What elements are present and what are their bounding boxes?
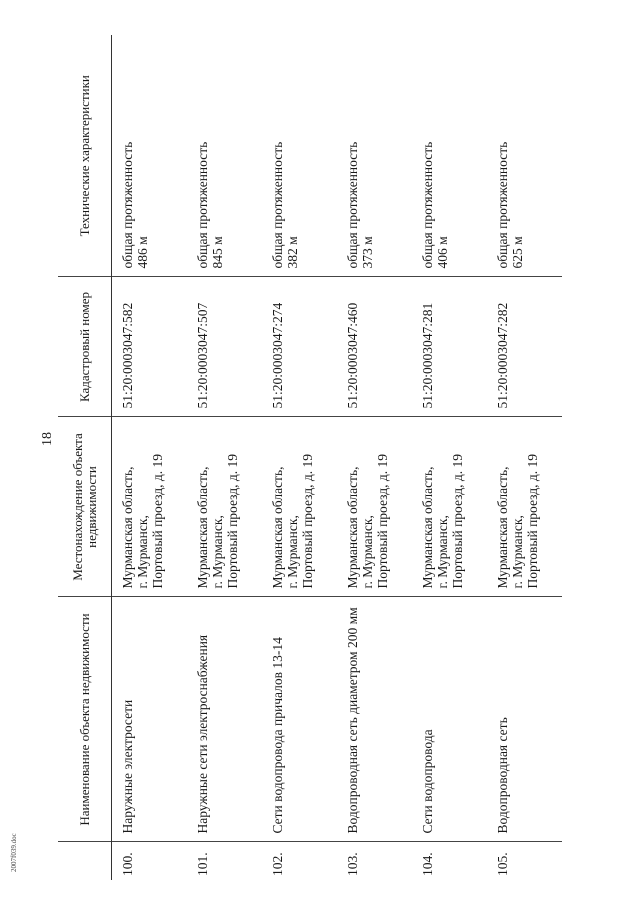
row-location: Мурманская область, г. Мурманск, Портовый проезд, д. 19	[337, 417, 412, 597]
row-location: Мурманская область, г. Мурманск, Портовый проезд, д. 19	[412, 417, 487, 597]
row-tech: общая протяженность 373 м	[337, 35, 412, 277]
row-name: Наружные электросети	[112, 597, 188, 842]
header-cadastral: Кадастровый номер	[58, 277, 112, 417]
row-tech: общая протяженность 486 м	[112, 35, 188, 277]
row-tech: общая протяженность 845 м	[187, 35, 262, 277]
row-location: Мурманская область, г. Мурманск, Портовый проезд, д. 19	[487, 417, 562, 597]
header-location: Местонахождение объекта недвижимости	[58, 417, 112, 597]
row-location: Мурманская область, г. Мурманск, Портовый проезд, д. 19	[187, 417, 262, 597]
row-cadastral: 51:20:0003047:582	[112, 277, 188, 417]
property-table	[58, 35, 562, 880]
header-number	[58, 842, 112, 880]
header-name: Наименование объекта недвижимости	[58, 597, 112, 842]
footer-filename: 2007f039.doc	[10, 833, 18, 872]
row-location: Мурманская область, г. Мурманск, Портовый проезд, д. 19	[112, 417, 188, 597]
row-name: Сети водопровода причалов 13-14	[262, 597, 337, 842]
table-row	[487, 35, 562, 880]
row-cadastral: 51:20:0003047:282	[487, 277, 562, 417]
table-row	[337, 35, 412, 880]
row-number: 103.	[345, 852, 360, 876]
row-number: 105.	[495, 852, 510, 876]
row-tech: общая протяженность 625 м	[487, 35, 562, 277]
property-table-container	[58, 35, 603, 880]
header-tech: Технические характеристики	[58, 35, 112, 277]
table-header-row	[58, 35, 112, 880]
row-number: 104.	[420, 852, 435, 876]
row-tech: общая протяженность 382 м	[262, 35, 337, 277]
row-number: 102.	[270, 852, 285, 876]
row-cadastral: 51:20:0003047:507	[187, 277, 262, 417]
row-name: Сети водопровода	[412, 597, 487, 842]
row-cadastral: 51:20:0003047:281	[412, 277, 487, 417]
table-row	[187, 35, 262, 880]
table-row	[262, 35, 337, 880]
table-row	[412, 35, 487, 880]
row-number: 101.	[195, 852, 210, 876]
row-name: Наружные сети электроснабжения	[187, 597, 262, 842]
row-cadastral: 51:20:0003047:274	[262, 277, 337, 417]
row-tech: общая протяженность 406 м	[412, 35, 487, 277]
row-number: 100.	[120, 852, 135, 876]
row-cadastral: 51:20:0003047:460	[337, 277, 412, 417]
page-number: 18	[40, 432, 55, 446]
row-name: Водопроводная сеть	[487, 597, 562, 842]
row-name: Водопроводная сеть диаметром 200 мм	[337, 597, 412, 842]
table-row	[112, 35, 188, 880]
row-location: Мурманская область, г. Мурманск, Портовый проезд, д. 19	[262, 417, 337, 597]
